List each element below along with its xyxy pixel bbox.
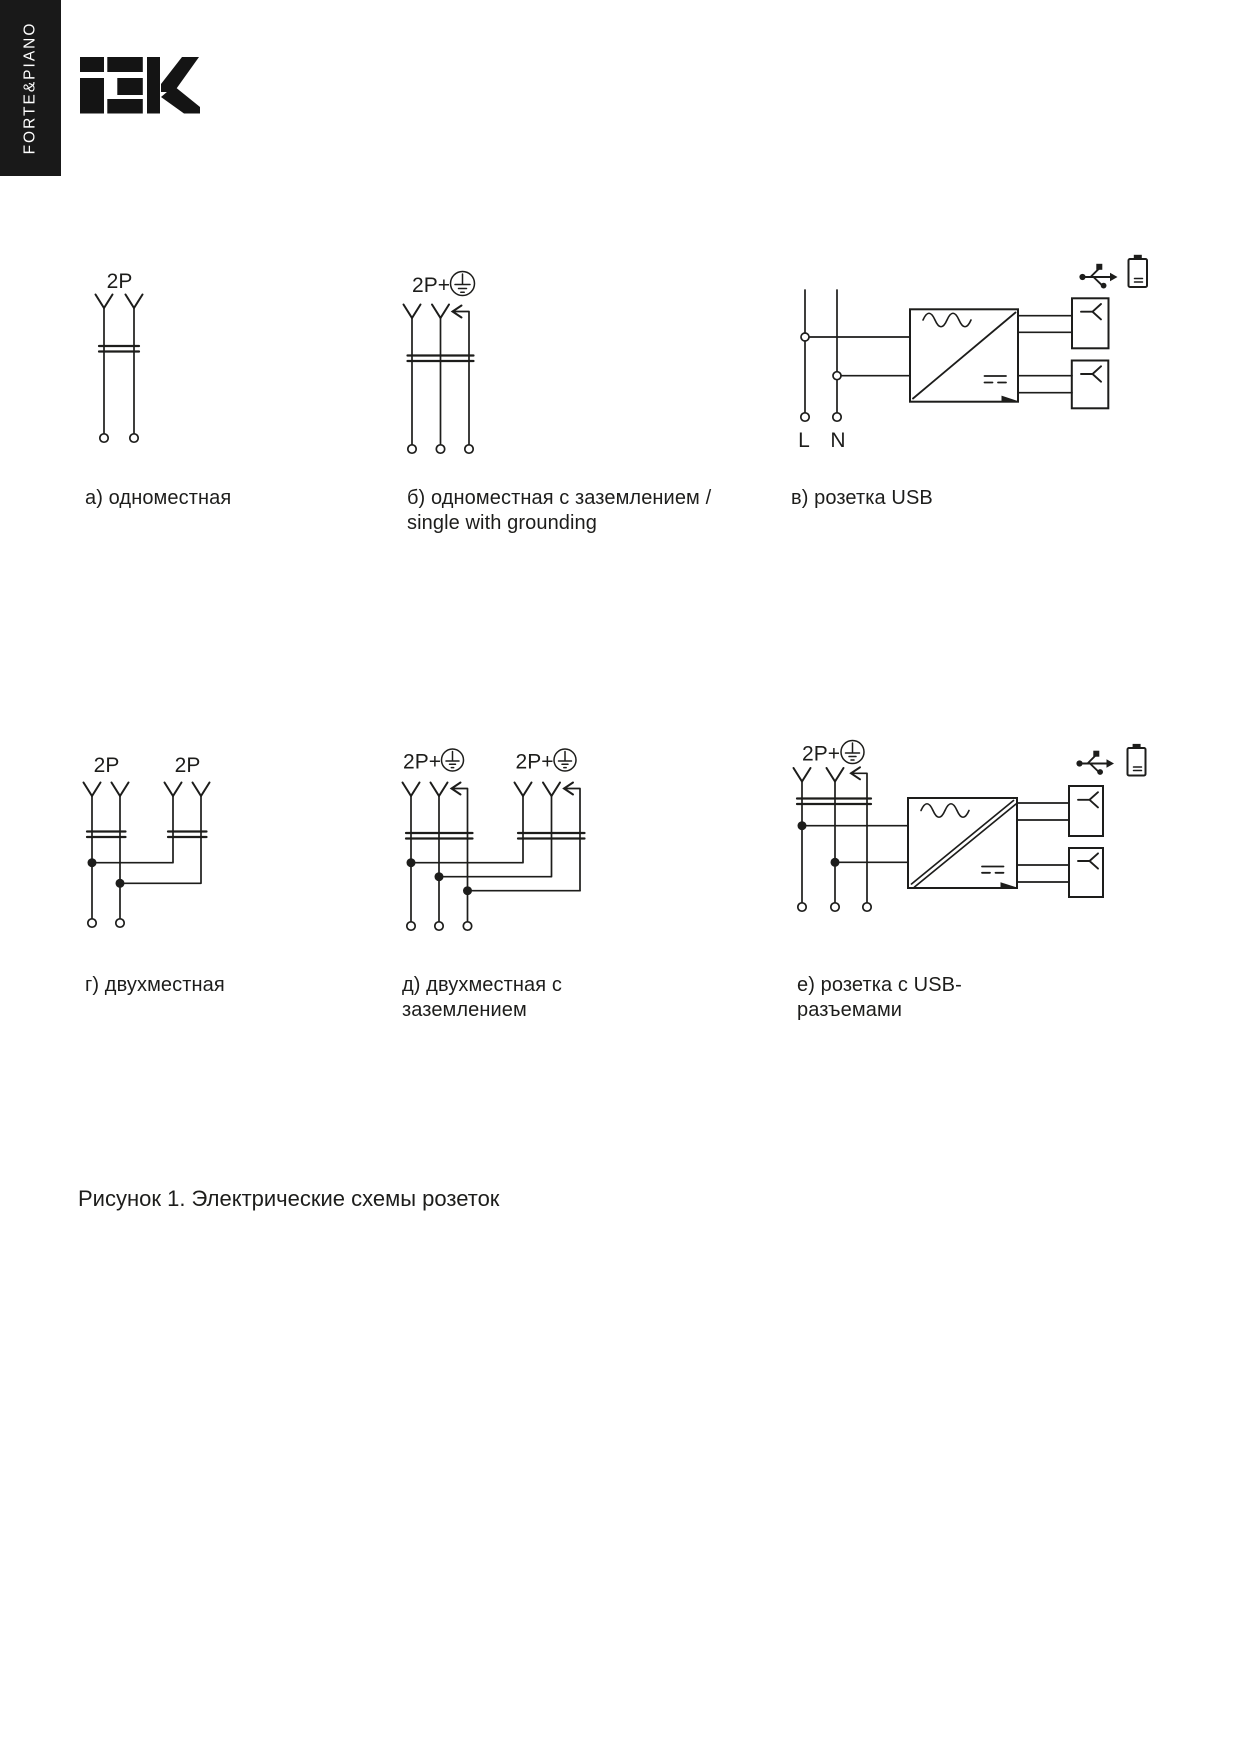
protective-earth-icon (554, 749, 576, 771)
terminal (831, 903, 839, 911)
dc-symbol (982, 867, 1004, 873)
protective-earth-icon (451, 272, 475, 296)
terminal-label-l: L (798, 429, 810, 452)
protective-earth-icon (442, 749, 464, 771)
pole-label: 2P+ (802, 742, 840, 766)
link-wire (92, 796, 173, 863)
terminal (130, 434, 138, 442)
port-contact (1081, 366, 1101, 381)
usb-icon (1076, 751, 1114, 775)
socket-body-bar (99, 346, 139, 352)
junction-dot (463, 886, 472, 895)
usb-output-lines (1018, 376, 1072, 393)
pole-label: 2P (93, 754, 120, 777)
diagram-v-usb-socket (798, 255, 1147, 452)
terminal (833, 413, 841, 421)
diagram-e-socket-with-usb (794, 741, 1146, 912)
terminal (863, 903, 871, 911)
brand-name-label: FORTE&PIANO (21, 21, 39, 155)
ground-wire (453, 312, 469, 445)
converter-diagonal (913, 313, 1016, 399)
diagram-b-single-socket-grounded (404, 272, 475, 454)
contact-fork (126, 295, 143, 309)
output-arrow (1002, 396, 1018, 402)
converter-diagonal (912, 801, 1017, 888)
port-contact (1081, 304, 1101, 319)
contact-fork (96, 295, 113, 309)
caption-diagram-g: г) двухместная (85, 974, 225, 996)
usb-output-lines (1018, 316, 1072, 333)
caption-diagram-a: а) одноместная (85, 487, 232, 509)
usb-port-box (1072, 298, 1109, 348)
usb-port-box (1072, 361, 1109, 409)
logo-i-dot (80, 57, 104, 72)
caption-diagram-d: д) двухместная с заземлением (402, 974, 562, 1021)
link-wire (439, 796, 552, 877)
contact-fork (403, 783, 420, 797)
logo-i-stem (80, 78, 104, 114)
ac-dc-converter-box (910, 309, 1018, 402)
junction-dot (798, 821, 807, 830)
usb-output-lines (1017, 865, 1069, 882)
usb-output-lines (1017, 803, 1069, 820)
port-contact (1078, 853, 1098, 868)
junction-dot (831, 858, 840, 867)
terminal (100, 434, 108, 442)
ac-symbol (921, 804, 969, 818)
figure-caption: Рисунок 1. Электрические схемы розеток (78, 1186, 500, 1211)
pole-label: 2P (106, 270, 133, 293)
terminal (435, 922, 443, 930)
socket-body-bar (797, 799, 871, 805)
contact-fork (112, 783, 129, 797)
protective-earth-icon (841, 741, 864, 764)
dc-symbol (985, 376, 1007, 383)
caption-diagram-e: е) розетка с USB- разъемами (797, 974, 962, 1021)
terminal (88, 919, 96, 927)
terminal (465, 445, 473, 453)
pole-label: 2P (174, 754, 201, 777)
logo-k-upper-arm (161, 57, 199, 92)
terminal (463, 922, 471, 930)
contact-fork (543, 783, 560, 797)
ac-symbol (923, 313, 971, 327)
ac-dc-converter-box (908, 798, 1017, 888)
pole-label: 2P+ (515, 750, 554, 774)
junction-node (833, 372, 841, 380)
usb-icon (1079, 264, 1117, 289)
junction-node (801, 333, 809, 341)
logo-e-mid (117, 78, 143, 95)
contact-fork (193, 783, 210, 797)
contact-fork (432, 305, 449, 319)
terminal (407, 922, 415, 930)
contact-fork (515, 783, 532, 797)
terminal (116, 919, 124, 927)
contact-fork (165, 783, 182, 797)
contact-fork (794, 768, 811, 782)
caption-diagram-v: в) розетка USB (791, 487, 933, 509)
ground-wire (851, 773, 867, 903)
terminal (436, 445, 444, 453)
output-arrow (1001, 882, 1017, 888)
contact-fork (84, 783, 101, 797)
logo-e-bottom (107, 99, 143, 114)
junction-dot (116, 879, 125, 888)
contact-fork (404, 305, 421, 319)
usb-port-box (1069, 786, 1103, 836)
pole-label: 2P+ (412, 274, 450, 297)
contact-fork (827, 768, 844, 782)
diagram-g-double-socket (84, 754, 210, 927)
caption-diagram-b: б) одноместная с заземлением / single with grounding (407, 487, 712, 534)
battery-icon (1129, 255, 1148, 287)
pole-label: 2P+ (403, 750, 441, 774)
terminal-label-n: N (830, 429, 846, 452)
terminal (408, 445, 416, 453)
diagram-d-double-socket-grounded (403, 749, 585, 930)
junction-dot (88, 858, 97, 867)
port-contact (1078, 792, 1098, 807)
junction-dot (435, 872, 444, 881)
battery-icon (1128, 744, 1146, 776)
diagram-a-single-socket (96, 270, 143, 442)
logo-e-top (107, 57, 143, 72)
ground-wire (452, 789, 468, 922)
junction-dot (407, 858, 416, 867)
terminal (798, 903, 806, 911)
contact-fork (431, 783, 448, 797)
logo-k-stem (147, 57, 160, 114)
terminal (801, 413, 809, 421)
usb-port-box (1069, 848, 1103, 897)
iek-logo (80, 57, 200, 114)
link-wire (120, 796, 201, 883)
